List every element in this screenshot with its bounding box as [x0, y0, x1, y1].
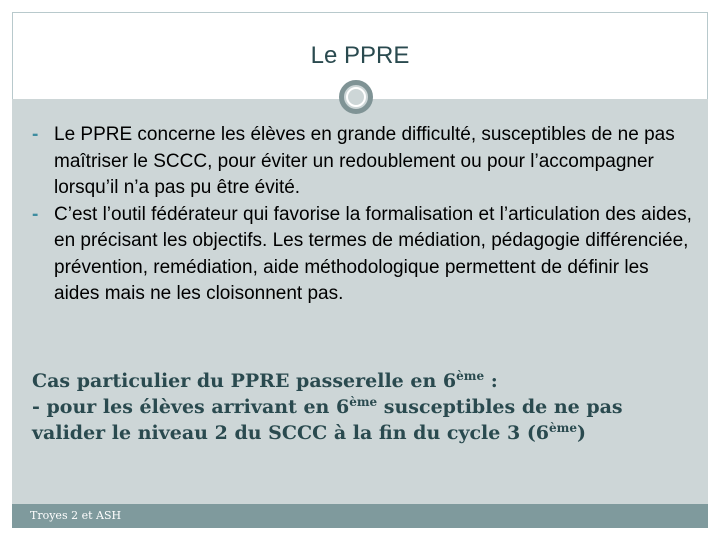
special-case-detail: [32, 394, 692, 446]
superscript: ème: [456, 369, 485, 383]
bullet-text: C’est l’outil fédérateur qui favorise la formalisation et l’articulation des aides, en précisant les objectifs. Les termes de médiation, pédagogie différenciée, prévention, remédiation, aide méthodologique permettent de définir les aides mais ne les cloisonnent pas.: [54, 203, 692, 304]
special-detail-text: susceptibles de ne pas valider le niveau 2 du SCCC à la fin du cycle 3 (6: [32, 396, 623, 444]
bullet-marker: -: [32, 203, 39, 225]
special-case-block: [32, 368, 692, 446]
bullet-item: [32, 122, 692, 202]
bullet-marker: -: [32, 124, 39, 145]
special-heading-colon: :: [484, 370, 498, 392]
ring-ornament-icon: [339, 80, 373, 114]
superscript: ème: [549, 421, 577, 435]
special-detail-end: ): [577, 422, 586, 444]
special-detail-text: - pour les élèves arrivant en 6: [32, 396, 350, 418]
footer-text: Troyes 2 et ASH: [30, 509, 122, 522]
special-case-heading: [32, 368, 692, 394]
superscript: ème: [349, 395, 378, 409]
special-heading-text: Cas particulier du PPRE passerelle en 6: [32, 370, 457, 392]
bullet-item: [32, 202, 692, 308]
slide-title: Le PPRE: [310, 42, 410, 69]
bullet-list: [32, 122, 692, 308]
bullet-text: Le PPRE concerne les élèves en grande difficulté, susceptibles de ne pas maîtriser le SCCC, pour éviter un redoublement ou pour l’accompagner lorsqu’il n’a pas pu être évité.: [54, 124, 675, 198]
